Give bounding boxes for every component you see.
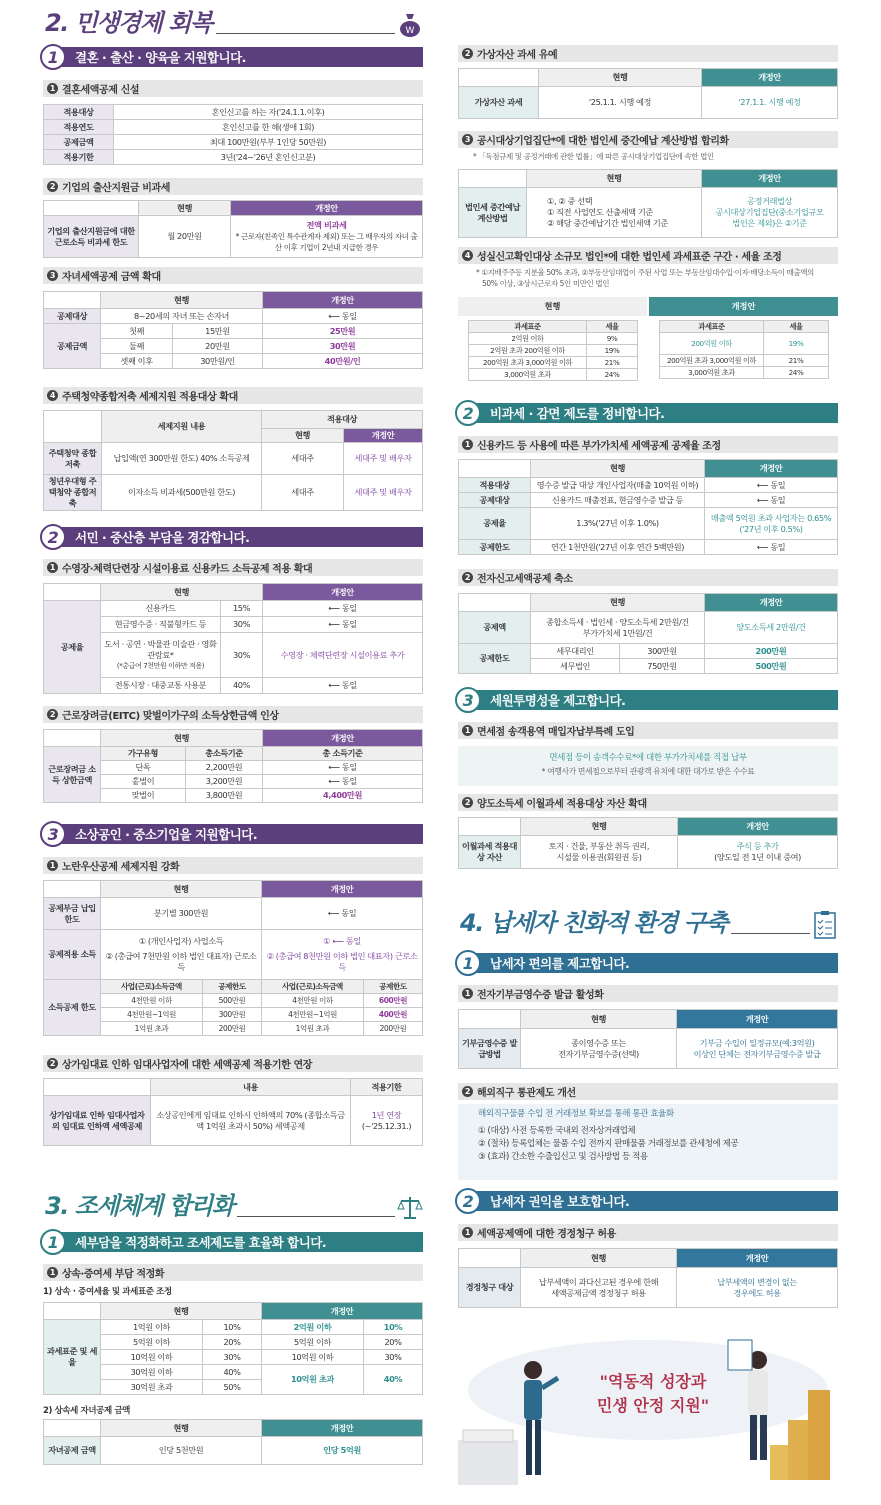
small-corp-note-2: 50% 이상, ③상시근로자 5인 미만인 법인 bbox=[482, 279, 610, 288]
money-bag-icon bbox=[397, 10, 423, 38]
subsection-small-corp: 4 성실신고확인대상 소규모 법인*에 대한 법인세 과세표준 구간 · 세율 조정 bbox=[458, 247, 838, 264]
section-3-1-header: 1 세부담을 적정화하고 조세제도를 효율화 합니다. bbox=[45, 1232, 423, 1252]
section-4-1-header: 1 납세자 편의를 제고합니다. bbox=[460, 953, 838, 973]
small-corp-current-head: 현행 bbox=[458, 297, 647, 316]
slogan-line-1: "역동적 성장과 bbox=[599, 1372, 707, 1391]
scale-icon bbox=[397, 1193, 423, 1221]
subsection-e-filing: 2 전자신고세액공제 축소 bbox=[458, 569, 838, 586]
slogan-illustration bbox=[458, 1330, 838, 1490]
table-housing-savings: 세제지원 내용 적용대상 현행 개정안 주택청약 종합저축 납입액(연 300만원 한도) 40% 소득공제 세대주 세대주 및 배우자 청년우대형 주택청약 종합저축 이자소득 비과세(500만원 한도) 세대주 세대주 및 배우자 bbox=[43, 410, 423, 511]
subsection-vat-card: 1 신용카드 등 사용에 따른 부가가치세 세액공제 공제율 조정 bbox=[458, 436, 838, 453]
table-e-filing: 현행 개정안 공제액 종합소득세 · 법인세 · 양도소득세 2만원/건 부가가치세 1만원/건 양도소득세 2만원/건 공제한도 세무대리인 300만원 200만원 세무법인 750만원 500만원 bbox=[458, 593, 838, 674]
list-item: ① (대상) 사전 등록한 국내외 전자상거래업체 bbox=[478, 1126, 636, 1136]
table-marriage-credit: 적용대상 혼인신고를 하는 자('24.1.1.이후) 적용연도 혼인신고를 한 해(생애 1회) 공제금액 최대 100만원(부부 1인당 50만원) 적용기한 3년('24~'26년 혼인신고분) bbox=[43, 104, 423, 165]
subsection-rectification: 1 세액공제액에 대한 경정청구 허용 bbox=[458, 1224, 838, 1241]
table-interim-prepayment: 현행 개정안 법인세 중간예납 계산방법 ①, ② 중 선택 ① 직전 사업연도 산출세액 기준 ② 해당 중간예납기간 법인세액 기준 공정거래법상 공시대상기업집단(중소기업규모 법인은 제외)은 ②기준 bbox=[458, 169, 838, 238]
table-crypto-tax: 현행 개정안 가상자산 과세 '25.1.1. 시행 예정 '27.1.1. 시행 예정 bbox=[458, 68, 838, 119]
inheritance-sub-2: 2) 상속세 자녀공제 금액 bbox=[43, 1406, 130, 1416]
section-3-title: 3. 조세체계 합리화 bbox=[45, 1187, 423, 1221]
section-2-3-header: 3 소상공인 · 중소기업을 지원합니다. bbox=[45, 824, 423, 844]
subsection-marriage-credit: 1 결혼세액공제 신설 bbox=[43, 80, 423, 97]
subsection-duty-free: 1 면세점 송객용역 매입자납부특례 도입 bbox=[458, 722, 838, 739]
table-e-donation: 현행 개정안 기부금영수증 발급방법 종이영수증 또는 전자기부금영수증(선택) 기부금 수입이 일정규모(예:3억원) 이상인 단체는 전자기부금영수증 발급 bbox=[458, 1009, 838, 1069]
section-4-title: 4. 납세자 친화적 환경 구축 bbox=[460, 904, 838, 938]
section-4-2-header: 2 납세자 권익을 보호합니다. bbox=[460, 1191, 838, 1211]
list-item: ③ (효과) 간소한 수출입신고 및 검사방법 등 적용 bbox=[478, 1152, 648, 1162]
section-2-1-header: 1 결혼 · 출산 · 양육을 지원합니다. bbox=[45, 47, 423, 67]
table-yellow-umbrella: 현행 개정안 공제부금 납입한도 분기별 300만원 ⟵ 동일 공제적용 소득 ① (개인사업자) 사업소득 ② (총급여 7천만원 이하 법인 대표자) 근로소득 ① ⟵ 동일 ② (총급여 8천만원 이하 법인 대표자) 근로소득 소득공제 한도 사업(근로)소득금액 공제한도 사업(근로)소득금액 공제한도 4천만원 이하 500만원 4천만원 이하 600만원 4천만원~1억원 300만원 4천만원~1억원 400만원 1억원 초과 200만원 1억원 초과 200만원 bbox=[43, 880, 423, 1036]
table-inheritance-rates: 현행 개정안 과세표준 및 세율 1억원 이하 10% 2억원 이하 10% 5억원 이하 20% 5억원 이하 20% 10억원 이하 30% 10억원 이하 30% 30억원 이하 40% 10억원 초과 40% 30억원 초과 50% bbox=[43, 1302, 423, 1395]
svg-text:W: W bbox=[405, 26, 415, 36]
list-item: ② (절차) 등록업체는 물품 수입 전까지 판매물품 거래정보를 관세청에 제공 bbox=[478, 1139, 739, 1149]
section-2-2-header: 2 서민 · 중산층 부담을 경감합니다. bbox=[45, 527, 423, 547]
subsection-sports-card: 1 수영장·체력단련장 시설이용료 신용카드 소득공제 적용 확대 bbox=[43, 559, 423, 576]
table-rectification: 현행 개정안 경정청구 대상 납부세액이 과다신고된 경우에 한해 세액공제금액 경정청구 허용 납부세액의 변경이 없는 경우에도 허용 bbox=[458, 1248, 838, 1308]
checklist-icon bbox=[812, 910, 838, 938]
section-3-2-header: 2 비과세 · 감면 제도를 정비합니다. bbox=[460, 403, 838, 423]
table-birth-support: 현행 개정안 기업의 출산지원금에 대한 근로소득 비과세 한도 월 20만원 전액 비과세 * 근로자(친족인 특수관계자 제외) 또는 그 배우자의 자녀 출산 이후 기업이 2년내 지급한 경우 bbox=[43, 200, 423, 258]
duty-free-box: 면세점 등이 송객수수료*에 대한 부가가치세를 직접 납부 * 여행사가 면세점으로부터 관광객 유치에 대한 대가로 받은 수수료 bbox=[458, 746, 838, 786]
section-3-3-header: 3 세원투명성을 제고합니다. bbox=[460, 690, 838, 710]
subsection-yellow-umbrella: 1 노란우산공제 세제지원 강화 bbox=[43, 857, 423, 874]
subsection-crypto-tax: 2 가상자산 과세 유예 bbox=[458, 45, 838, 62]
table-vat-card: 현행 개정안 적용대상 영수증 발급 대상 개인사업자(매출 10억원 이하) ⟵ 동일 공제대상 신용카드 매출전표, 현금영수증 발급 등 ⟵ 동일 공제율 1.3%('27년 이후 1.0%) 매출액 5억원 초과 사업자는 0.65%('27년 이후 0.5%) 공제한도 연간 1천만원('27년 이후 연간 5백만원) ⟵ 동일 bbox=[458, 459, 838, 555]
table-small-corp-new: 과세표준 세율 200억원 이하 19% 200억원 초과 3,000억원 이하 21% 3,000억원 초과 24% bbox=[659, 320, 829, 379]
subsection-inheritance-tax: 1 상속·증여세 부담 적정화 bbox=[43, 1264, 423, 1281]
overseas-customs-box: 해외직구물품 수입 전 거래정보 확보를 통해 통관 효율화 ① (대상) 사전 등록한 국내외 전자상거래업체 ② (절차) 등록업체는 물품 수입 전까지 판매물품 거래정보를 관세청에 제공 ③ (효과) 간소한 수출입신고 및 검사방법 등 적용 bbox=[458, 1104, 838, 1180]
small-corp-note-1: * ①지배주주등 지분율 50% 초과, ②부동산임대업이 주된 사업 또는 부동산임대수입·이자·배당소득이 매출액의 bbox=[476, 268, 814, 277]
table-child-credit: 현행 개정안 공제대상 8~20세의 자녀 또는 손자녀 ⟵ 동일 공제금액 첫째 15만원 25만원 둘째 20만원 30만원 셋째 이후 30만원/인 40만원/인 bbox=[43, 291, 423, 369]
subsection-carryover: 2 양도소득세 이월과세 적용대상 자산 확대 bbox=[458, 794, 838, 811]
table-small-corp-current: 과세표준 세율 2억원 이하 9% 2억원 초과 200억원 이하 19% 200억원 초과 3,000억원 이하 21% 3,000억원 초과 24% bbox=[468, 320, 638, 381]
subsection-eitc: 2 근로장려금(EITC) 맞벌이가구의 소득상한금액 인상 bbox=[43, 706, 423, 723]
slogan-line-2: 민생 안정 지원" bbox=[596, 1396, 710, 1415]
table-sports-card: 현행 개정안 공제율 신용카드 15% ⟵ 동일 현금영수증 · 직불형카드 등 30% ⟵ 동일 도서 · 공연 · 박물관 미술관 · 영화관람료* (*총급여 7천만원 이하만 적용) 30% 수영장 · 체력단련장 시설이용료 추가 전통시장 · 대중교통 사용분 40% ⟵ 동일 bbox=[43, 583, 423, 694]
table-child-deduction: 현행 개정안 자녀공제 금액 인당 5천만원 인당 5억원 bbox=[43, 1419, 423, 1465]
subsection-overseas-customs: 2 해외직구 통관제도 개선 bbox=[458, 1083, 838, 1100]
subsection-rent-reduction: 2 상가임대료 인하 임대사업자에 대한 세액공제 적용기한 연장 bbox=[43, 1055, 423, 1072]
subsection-child-credit: 3 자녀세액공제 금액 확대 bbox=[43, 267, 423, 284]
table-eitc: 현행 개정안 근로장려금 소득 상한금액 가구유형 총소득기준 총 소득기준 단독 2,200만원 ⟵ 동일 홑벌이 3,200만원 ⟵ 동일 맞벌이 3,800만원 4,400만원 bbox=[43, 729, 423, 803]
section-2-title: 2. 민생경제 회복 W bbox=[45, 4, 423, 38]
table-carryover: 현행 개정안 이월과세 적용대상 자산 토지 · 건물, 부동산 취득 권리, 시설물 이용권(회원권 등) 주식 등 추가 (양도일 전 1년 이내 증여) bbox=[458, 817, 838, 869]
inheritance-sub-1: 1) 상속 · 증여세율 및 과세표준 조정 bbox=[43, 1287, 172, 1297]
subsection-e-donation: 1 전자기부금영수증 발급 활성화 bbox=[458, 985, 838, 1002]
interim-note: * 「독점규제 및 공정거래에 관한 법률」에 따른 공시대상기업집단에 속한 법인 bbox=[473, 152, 714, 161]
subsection-birth-support: 2 기업의 출산지원금 비과세 bbox=[43, 178, 423, 195]
small-corp-new-head: 개정안 bbox=[649, 297, 838, 316]
subsection-housing-savings: 4 주택청약종합저축 세제지원 적용대상 확대 bbox=[43, 387, 423, 404]
table-rent-reduction: 내용 적용기한 상가임대료 인하 임대사업자의 임대료 인하액 세액공제 소상공인에게 임대료 인하시 인하액의 70% (종합소득금액 1억원 초과시 50%) 세액공제 1년 연장 (~'25.12.31.) bbox=[43, 1078, 423, 1146]
subsection-interim-prepayment: 3 공시대상기업집단*에 대한 법인세 중간예납 계산방법 합리화 bbox=[458, 131, 838, 148]
